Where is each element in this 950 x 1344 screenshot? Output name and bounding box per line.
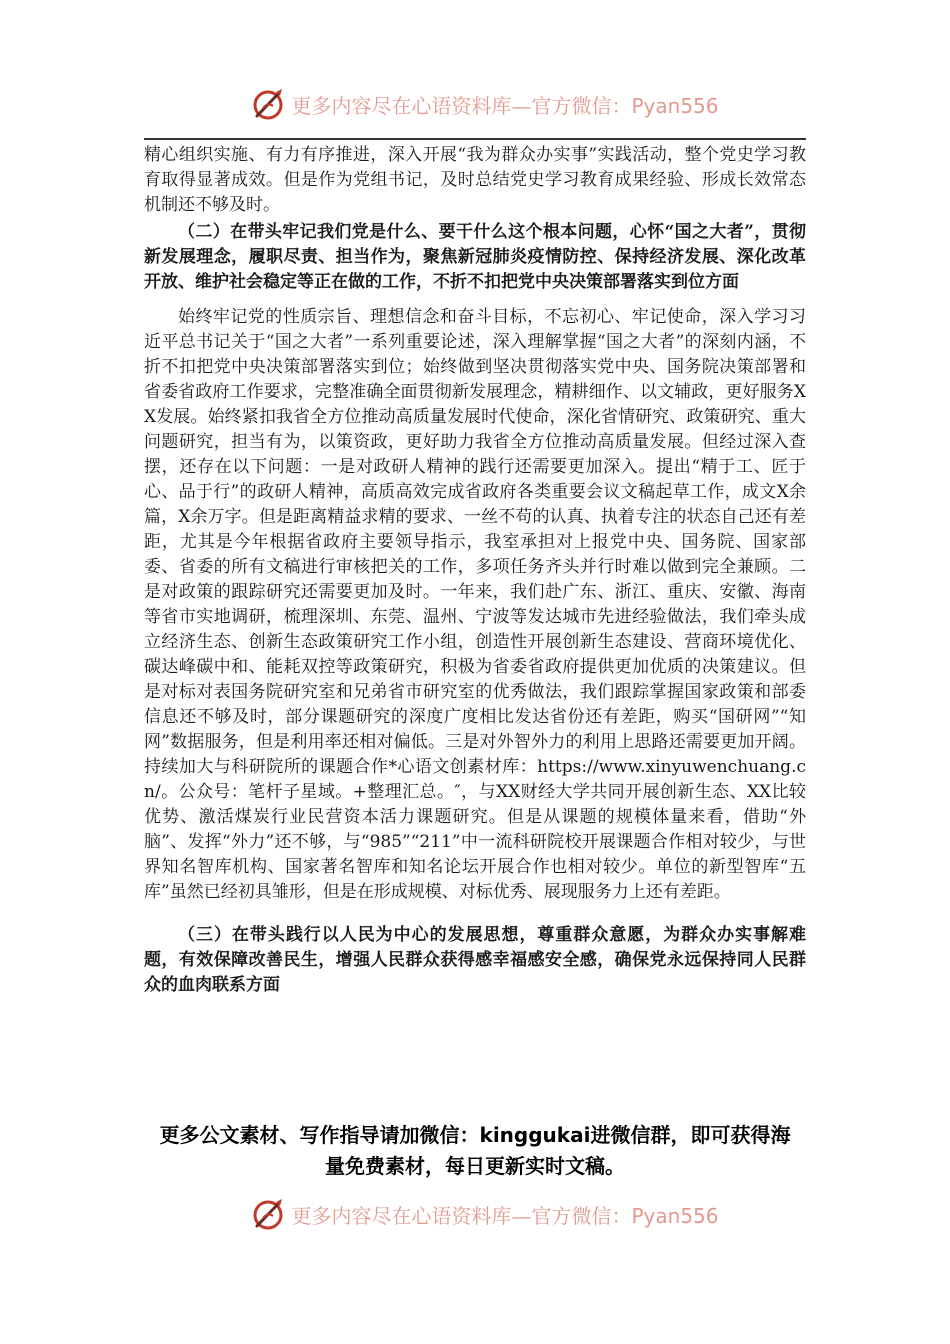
banner-text: 更多内容尽在心语资料库—官方微信：Pyan556 — [291, 93, 719, 118]
brush-logo-icon — [251, 86, 287, 122]
wechat-id: Pyan556 — [631, 93, 719, 118]
footer-banner — [0, 1194, 950, 1234]
paragraph-main: 始终牢记党的性质宗旨、理想信念和奋斗目标，不忘初心、牢记使命，深入学习习近平总书记关于“国之大者”一系列重要论述，深入理解掌握“国之大者”的深刻内涵，不折不扣把党中央决策部署落实到位；始终做到坚决贯彻落实党中央、国务院决策部署和省委省政府工作要求，完整准确全面贯彻新发展理念，精耕细作、以文辅政，更好服务XX发展。始终紧扣我省全方位推动高质量发展时代使命，深化省情研究、政策研究、重大问题研究，担当有为，以策资政，更好助力我省全方位推动高质量发展。但经过深入查摆，还存在以下问题：一是对政研人精神的践行还需要更加深入。提出“精于工、匠于心、品于行”的政研人精神，高质高效完成省政府各类重要会议文稿起草工作，成文X余篇，X余万字。但是距离精益求精的要求、一丝不苟的认真、执着专注的状态自己还有差距，尤其是今年根据省政府主要领导指示，我室承担对上报党中央、国务院、国家部委、省委的所有文稿进行审核把关的工作，多项任务齐头并行时难以做到完全兼顾。二是对政策的跟踪研究还需要更加及时。一年来，我们赴广东、浙江、重庆、安徽、海南等省市实地调研，梳理深圳、东莞、温州、宁波等发达城市先进经验做法，我们牵头成立经济生态、创新生态政策研究工作小组，创造性开展创新生态建设、营商环境优化、碳达峰碳中和、能耗双控等政策研究，积极为省委省政府提供更加优质的决策建议。但是对标对表国务院研究室和兄弟省市研究室的优秀做法，我们跟踪掌握国家政策和部委信息还不够及时，部分课题研究的深度广度相比发达省份还有差距，购买“国研网”“知网”数据服务，但是利用率还相对偏低。三是对外智外力的利用上思路还需要更加开阔。持续加大与科研院所的课题合作*心语文创素材库：https://www.xinyuwenchuang.cn/。公众号：笔杆子星域。+整理汇总。″，与XX财经大学共同开展创新生态、XX比较优势、激活煤炭行业民营资本活力课题研究。但是从课题的规模体量来看，借助“外脑”、发挥“外力”还不够，与“985”“211”中一流科研院校开展课题合作相对较少，与世界知名智库机构、国家著名智库和知名论坛开展合作也相对较少。单位的新型智库“五库”虽然已经初具雏形，但是在形成规模、对标优秀、展现服务力上还有差距。 — [144, 307, 806, 902]
header-banner — [0, 84, 950, 124]
paragraph-continuation: 精心组织实施、有力有序推进，深入开展“我为群众办实事”实践活动，整个党史学习教育取得显著成效。但是作为党组书记，及时总结党史学习教育成果经验、形成长效常态机制还不够及时。 — [144, 145, 806, 215]
brush-logo-icon — [251, 1196, 287, 1232]
banner-text: 更多内容尽在心语资料库—官方微信：Pyan556 — [291, 1203, 719, 1228]
section-heading-3: （三）在带头践行以人民为中心的发展思想，尊重群众意愿，为群众办实事解难题，有效保障改善民生，增强人民群众获得感幸福感安全感，确保党永远保持同人民群众的血肉联系方面 — [144, 925, 806, 995]
promo-text: 更多公文素材、写作指导请加微信：kinggukai进微信群，即可获得海量免费素材，每日更新实时文稿。 — [159, 1123, 791, 1178]
section-heading-2: （二）在带头牢记我们党是什么、要干什么这个根本问题，心怀“国之大者”，贯彻新发展理念，履职尽责、担当作为，聚焦新冠肺炎疫情防控、保持经济发展、深化改革开放、维护社会稳定等正在做的工作，不折不扣把党中央决策部署落实到位方面 — [144, 222, 806, 292]
document-body — [144, 143, 806, 998]
wechat-id: Pyan556 — [631, 1203, 719, 1228]
header-rule — [144, 138, 806, 140]
